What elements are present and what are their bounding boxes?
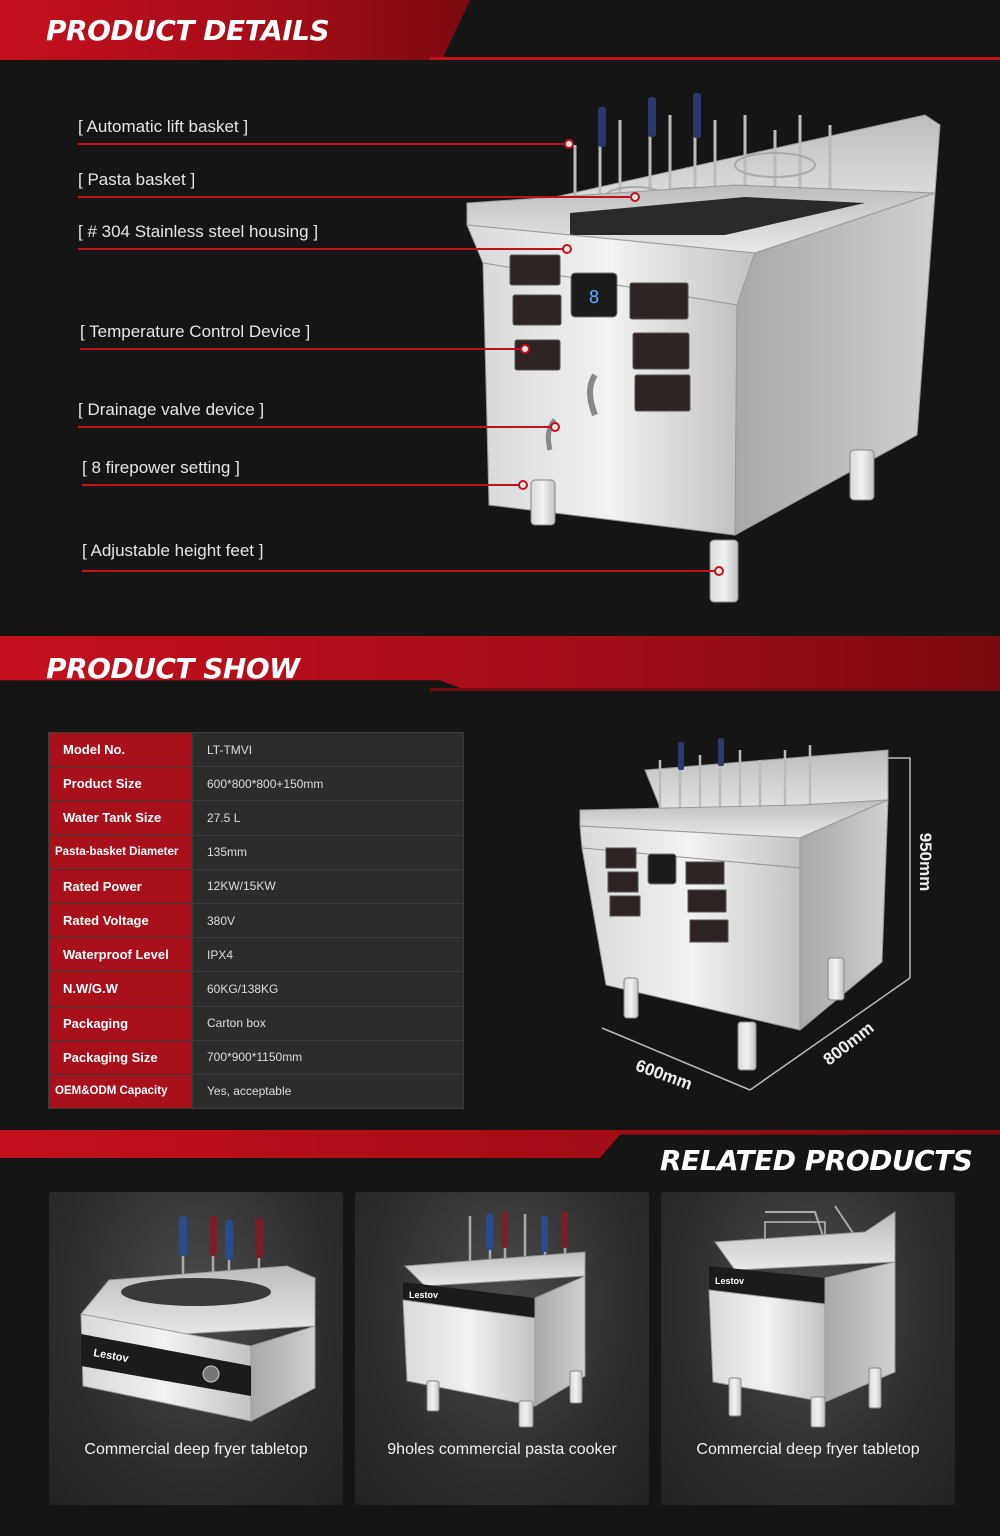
svg-text:8: 8 [588,287,600,308]
callout-dot [564,139,574,149]
callout-line [80,348,524,350]
spec-row: Water Tank Size 27.5 L [49,801,464,835]
callout-dot [714,566,724,576]
related-product-image [695,1192,925,1428]
dimension-width: 600mm [633,1055,695,1094]
dimension-diagram [570,730,950,1110]
spec-row: Packaging Size 700*900*1150mm [49,1040,464,1074]
callout-line [78,143,568,145]
related-card[interactable] [49,1192,343,1505]
spec-row: Packaging Carton box [49,1006,464,1040]
spec-row: OEM&ODM Capacity Yes, acceptable [49,1074,464,1108]
section-title-details: PRODUCT DETAILS [46,14,330,47]
callout-line [78,426,554,428]
brand-logo: Lestov [92,1347,130,1366]
product-show-banner [0,636,1000,702]
pasta-cooker-image [455,85,955,615]
callout-dot [550,422,560,432]
brand-logo: Lestov [409,1290,439,1300]
spec-row: Product Size 600*800*800+150mm [49,767,464,801]
brand-logo: Lestov [715,1276,745,1286]
section-title-show: PRODUCT SHOW [46,652,300,685]
spec-row: Pasta-basket Diameter 135mm [49,835,464,869]
related-caption: Commercial deep fryer tabletop [84,1441,308,1458]
related-card[interactable] [661,1192,955,1505]
dimension-depth: 800mm [819,1018,878,1070]
callout-dot [520,344,530,354]
related-products-banner [0,1130,1000,1184]
callout-line [78,196,634,198]
callout-dot [630,192,640,202]
related-caption: 9holes commercial pasta cooker [387,1441,617,1458]
related-caption: Commercial deep fryer tabletop [696,1441,920,1458]
product-details-banner [0,0,1000,70]
related-card[interactable] [355,1192,649,1505]
section-title-related: RELATED PRODUCTS [660,1144,973,1177]
related-product-image [71,1206,321,1428]
spec-row: Waterproof Level IPX4 [49,938,464,972]
spec-row: Model No. LT-TMVI [49,733,464,767]
callout-dot [518,480,528,490]
spec-table [48,732,464,1109]
callout-dot [562,244,572,254]
callout-line [82,570,718,572]
spec-row: N.W/G.W 60KG/138KG [49,972,464,1006]
spec-row: Rated Power 12KW/15KW [49,869,464,903]
spec-row: Rated Voltage 380V [49,903,464,937]
related-product-image [385,1206,625,1428]
dimension-height: 950mm [916,832,935,892]
callout-line [78,248,566,250]
callout-line [82,484,522,486]
